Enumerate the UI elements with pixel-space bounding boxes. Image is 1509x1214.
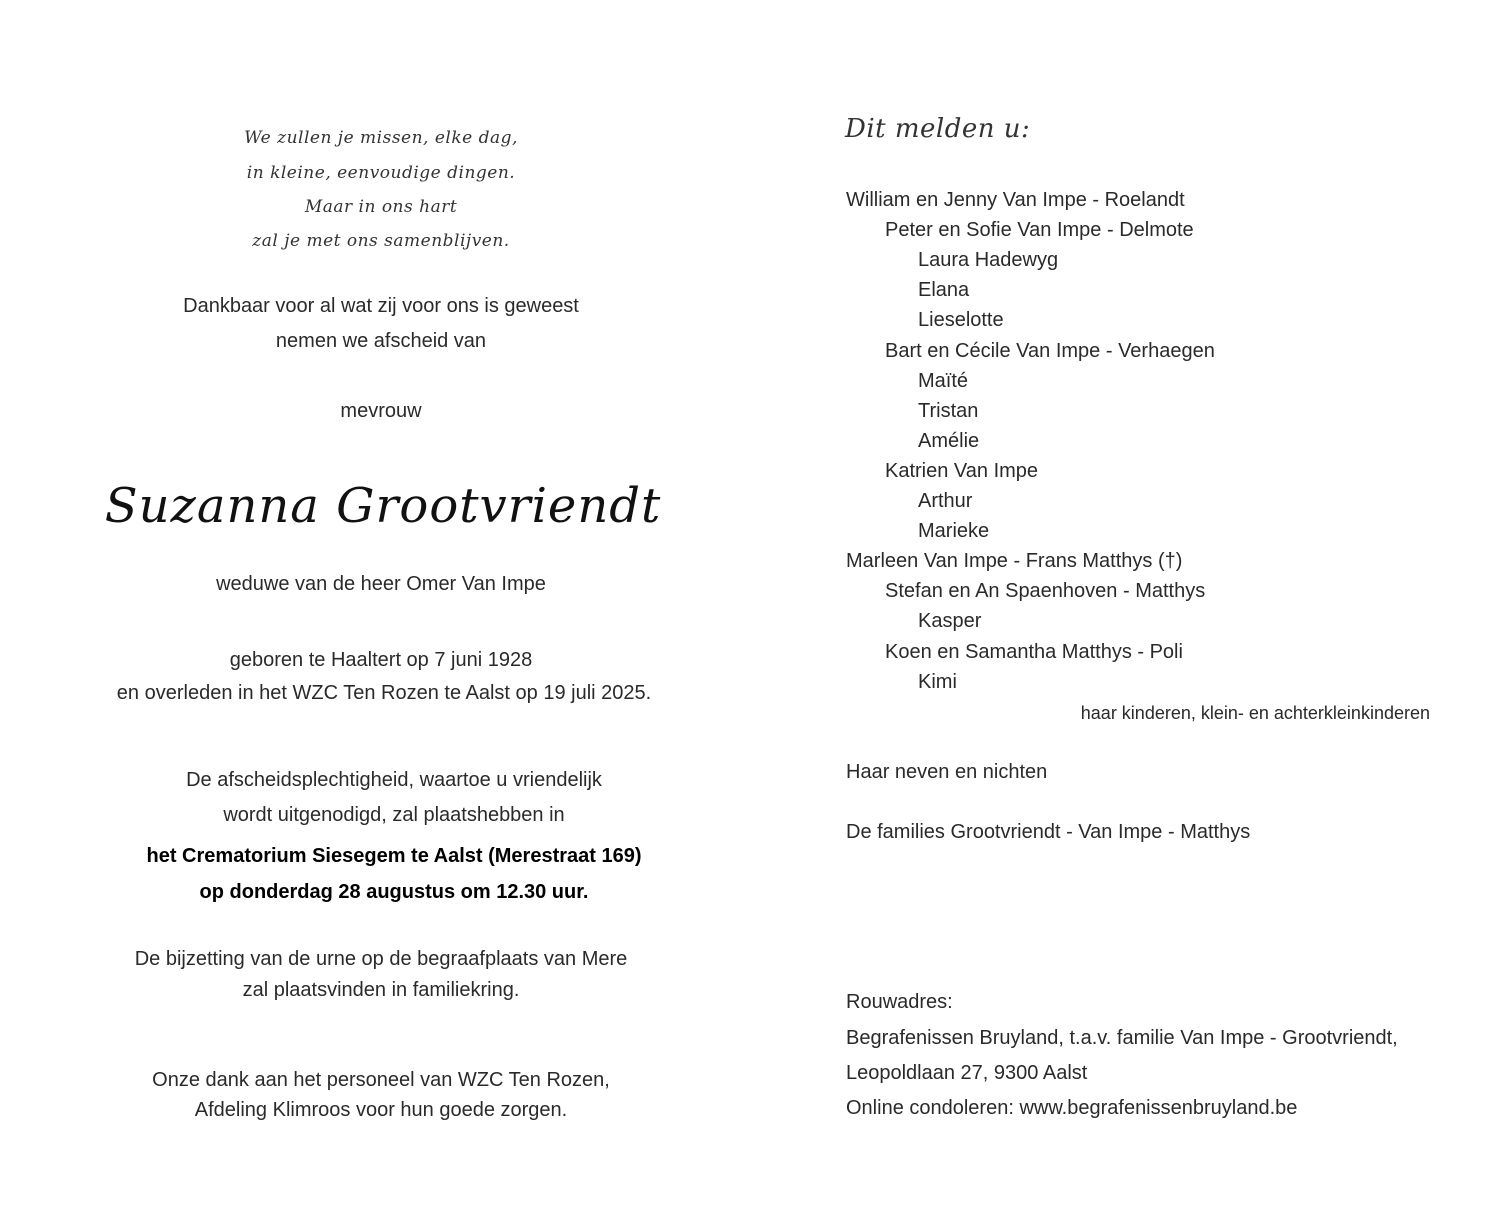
family-caption: haar kinderen, klein- en achterkleinkinderen [1080,703,1430,723]
birth-line: geboren te Haaltert op 7 juni 1928 [229,649,533,671]
burial-line: De bijzetting van de urne op de begraafplaats van Mere [134,948,628,970]
thanks-line: Afdeling Klimroos voor hun goede zorgen. [194,1099,568,1121]
families-line: De families Grootvriendt - Van Impe - Matthys [846,821,1251,843]
family-member: Tristan [918,399,979,422]
poem-line: We zullen je missen, elke dag, [244,128,518,148]
honorific: mevrouw [340,400,422,422]
family-member: Marieke [918,520,990,543]
family-member: Koen en Samantha Matthys - Poli [885,640,1183,663]
family-member: Kimi [918,670,957,693]
ceremony-intro-line: De afscheidsplechtigheid, waartoe u vriendelijk [186,769,602,791]
spouse-line: weduwe van de heer Omer Van Impe [216,573,546,595]
address-line: Begrafenissen Bruyland, t.a.v. familie Van Impe - Grootvriendt, [846,1027,1398,1049]
family-member: Lieselotte [918,309,1004,332]
death-line: en overleden in het WZC Ten Rozen te Aalst op 19 juli 2025. [116,682,652,704]
thanks-line: Onze dank aan het personeel van WZC Ten Rozen, [152,1069,610,1091]
family-member: Elana [918,279,970,302]
ceremony-place: het Crematorium Siesegem te Aalst (Merestraat 169) [146,845,642,867]
deceased-name: Suzanna Grootvriendt [104,478,662,534]
intro-line: nemen we afscheid van [275,330,487,352]
ceremony-date: op donderdag 28 augustus om 12.30 uur. [199,881,589,903]
family-member: Bart en Cécile Van Impe - Verhaegen [885,339,1215,362]
ceremony-intro-line: wordt uitgenodigd, zal plaatshebben in [223,804,565,826]
family-member: William en Jenny Van Impe - Roelandt [846,189,1185,211]
address-line: Leopoldlaan 27, 9300 Aalst [846,1062,1088,1084]
family-member: Marleen Van Impe - Frans Matthys (†) [846,550,1183,573]
poem-line: Maar in ons hart [304,197,458,217]
burial-line: zal plaatsvinden in familiekring. [242,979,520,1001]
family-member: Stefan en An Spaenhoven - Matthys [885,580,1206,603]
family-member: Peter en Sofie Van Impe - Delmote [885,219,1194,242]
family-member: Kasper [918,610,982,633]
poem-line: in kleine, eenvoudige dingen. [246,163,516,183]
family-member: Maïté [918,369,969,392]
poem-line: zal je met ons samenblijven. [252,231,510,251]
family-member: Katrien Van Impe [885,459,1039,482]
condolence-line: Online condoleren: www.begrafenissenbruyland.be [846,1097,1298,1119]
family-member: Laura Hadewyg [918,249,1059,272]
announcement-heading: Dit melden u: [845,114,1031,144]
cousins-line: Haar neven en nichten [846,761,1048,783]
address-label: Rouwadres: [846,991,953,1013]
intro-line: Dankbaar voor al wat zij voor ons is geweest [183,295,579,317]
family-member: Amélie [918,429,980,452]
family-member: Arthur [918,490,973,512]
